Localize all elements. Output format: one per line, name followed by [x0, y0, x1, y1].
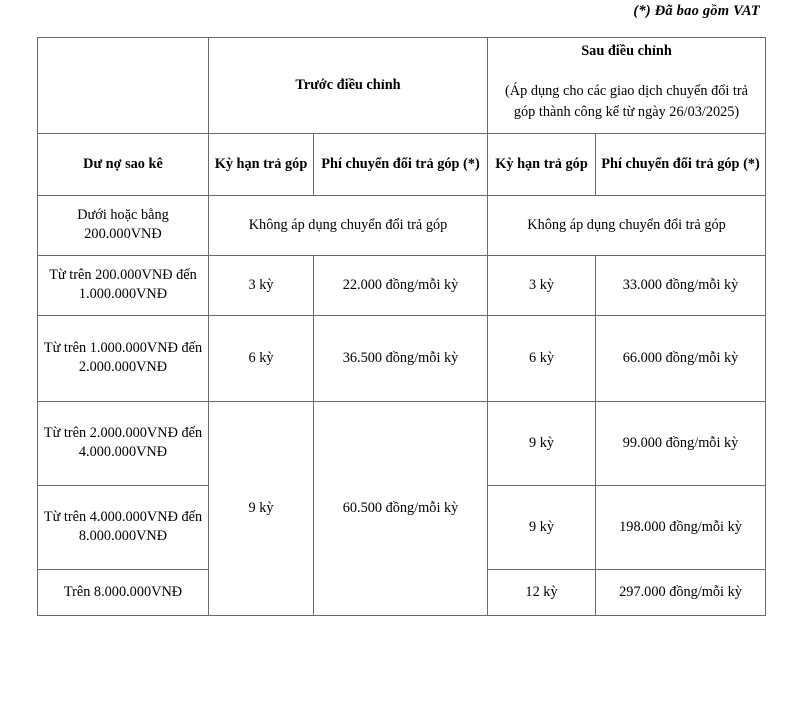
- header-after-adjustment-note: (Áp dụng cho các giao dịch chuyển đổi trả góp thành công kể từ ngày 26/03/2025): [505, 83, 748, 120]
- header-after-adjustment-title: Sau điều chỉnh: [581, 43, 672, 59]
- row-balance-label: Từ trên 200.000VNĐ đến 1.000.000VNĐ: [38, 255, 209, 315]
- table-row: [38, 255, 766, 315]
- header-before-adjustment: Trước điều chỉnh: [209, 38, 488, 134]
- row-before-term: 6 kỳ: [209, 315, 314, 401]
- row-after-term: 9 kỳ: [488, 485, 596, 569]
- row-balance-label: Trên 8.000.000VNĐ: [38, 569, 209, 615]
- row-before-fee: 36.500 đồng/mỗi kỳ: [314, 315, 488, 401]
- row-after-term: 3 kỳ: [488, 255, 596, 315]
- row-after-term: 12 kỳ: [488, 569, 596, 615]
- table-row: [38, 401, 766, 485]
- row-after-term: 6 kỳ: [488, 315, 596, 401]
- subheader-before-fee: Phí chuyển đổi trả góp (*): [314, 133, 488, 195]
- row-before-term: 3 kỳ: [209, 255, 314, 315]
- table-group-header-row: [38, 38, 766, 134]
- row-balance-label: Từ trên 4.000.000VNĐ đến 8.000.000VNĐ: [38, 485, 209, 569]
- subheader-statement-balance: Dư nợ sao kê: [38, 133, 209, 195]
- header-after-adjustment: [488, 38, 766, 134]
- row-after-fee: 33.000 đồng/mỗi kỳ: [596, 255, 766, 315]
- vat-inclusive-note: (*) Đã bao gồm VAT: [633, 3, 760, 19]
- table-row: [38, 315, 766, 401]
- subheader-before-term: Kỳ hạn trả góp: [209, 133, 314, 195]
- row-before-fee-merged: 60.500 đồng/mỗi kỳ: [314, 401, 488, 615]
- table-sub-header-row: [38, 133, 766, 195]
- table-row: [38, 195, 766, 255]
- row-before-fee: 22.000 đồng/mỗi kỳ: [314, 255, 488, 315]
- row-after-fee: 297.000 đồng/mỗi kỳ: [596, 569, 766, 615]
- row-before-term-merged: 9 kỳ: [209, 401, 314, 615]
- row-after-fee: 66.000 đồng/mỗi kỳ: [596, 315, 766, 401]
- row-after-fee: 198.000 đồng/mỗi kỳ: [596, 485, 766, 569]
- row-before-not-applicable: Không áp dụng chuyển đổi trả góp: [209, 195, 488, 255]
- row-balance-label: Từ trên 2.000.000VNĐ đến 4.000.000VNĐ: [38, 401, 209, 485]
- subheader-after-fee: Phí chuyển đổi trả góp (*): [596, 133, 766, 195]
- subheader-after-term: Kỳ hạn trả góp: [488, 133, 596, 195]
- row-after-fee: 99.000 đồng/mỗi kỳ: [596, 401, 766, 485]
- row-after-term: 9 kỳ: [488, 401, 596, 485]
- installment-fee-table: [37, 37, 766, 616]
- header-corner-cell: [38, 38, 209, 134]
- row-balance-label: Dưới hoặc bằng 200.000VNĐ: [38, 195, 209, 255]
- row-after-not-applicable: Không áp dụng chuyển đổi trả góp: [488, 195, 766, 255]
- row-balance-label: Từ trên 1.000.000VNĐ đến 2.000.000VNĐ: [38, 315, 209, 401]
